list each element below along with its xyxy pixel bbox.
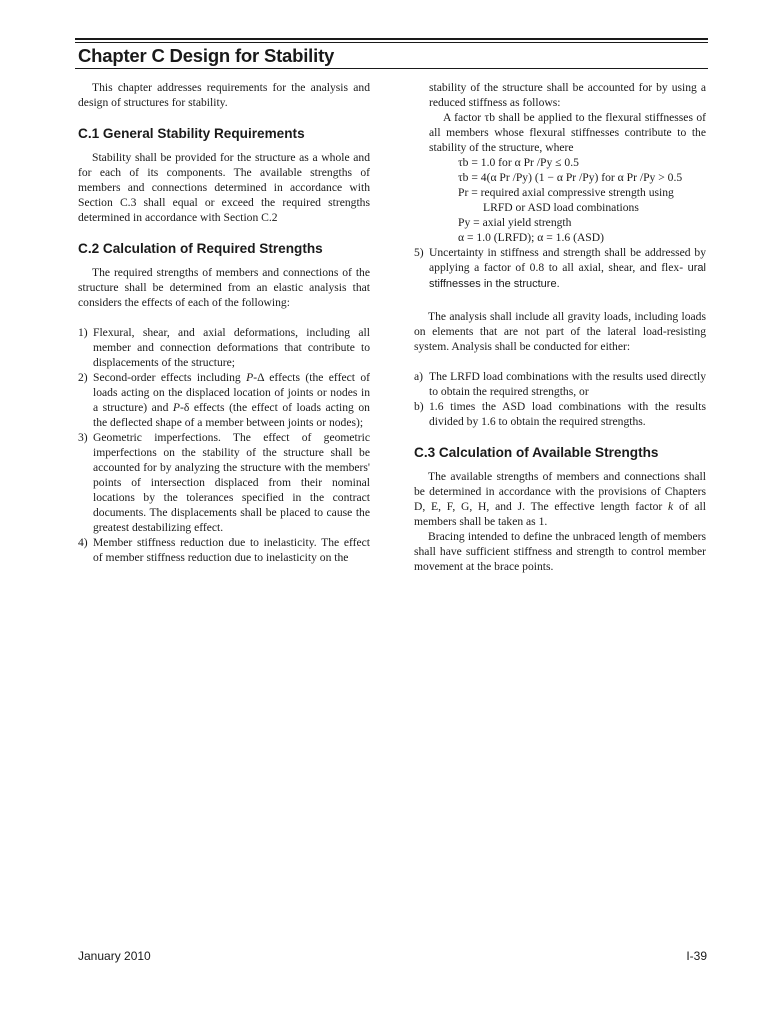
paragraph-text: of all members shall be taken as 1. (414, 500, 706, 528)
header-rule-thick (75, 38, 708, 40)
variable-p: P (246, 371, 254, 384)
list-text: Uncertainty in stiffness and strength shall be addressed by applying a factor of 0.8 to all axial, shear, and flex- (429, 246, 706, 274)
tau-paragraph: A factor τb shall be applied to the flexural stiffnesses of all members whose flexural stiffnesses contribute to the stability of the structure, where (429, 111, 706, 154)
analysis-paragraph: The analysis shall include all gravity loads, including loads on elements that are not part of the lateral load-resisting system. Analysis shall be conducted for either: (414, 310, 706, 353)
list-text: -δ effects (the effect of loads acting on the deflected shape of a member between joints or nodes); (93, 401, 370, 429)
list-item (78, 535, 370, 565)
list-text: Member stiffness reduction due to inelasticity. The effect of member stiffness reduction due to inelasticity on the (93, 536, 370, 564)
list-item (78, 370, 370, 430)
equation-tau-high: τb = 4(α Pr /Py) (1 − α Pr /Py) for α Pr /Py > 0.5 (458, 171, 683, 184)
section-c1-paragraph: Stability shall be provided for the structure as a whole and for each of its components. The available strengths of members and connections determined in accordance with Section C.3 shall equal or exceed the required strengths determined in accordance with Section C.2 (78, 151, 370, 224)
list-text: Second-order effects including (93, 371, 247, 384)
list-number: 2) (78, 371, 88, 384)
list-text: 1.6 times the ASD load combinations with the results divided by 1.6 to obtain the required strengths. (429, 400, 706, 428)
list-item (414, 369, 706, 399)
paragraph-text: The available strengths of members and connections shall be determined in accordance with the provisions of Chapters D, E, F, G, H, and J. The effective length factor (414, 470, 706, 513)
list-text: The LRFD load combinations with the results used directly to obtain the required strengths, or (429, 370, 706, 398)
list-number: 1) (78, 326, 88, 339)
bracing-paragraph: Bracing intended to define the unbraced length of members shall have sufficient stiffness and strength to control member movement at the brace points. (414, 530, 706, 573)
list-item (414, 245, 706, 292)
definition-pr-cont: LRFD or ASD load combinations (483, 201, 639, 214)
list-text: Flexural, shear, and axial deformations, including all member and connection deformations that contribute to displacements of the structure; (93, 326, 370, 369)
section-c2-paragraph: The required strengths of members and connections of the structure shall be determined from an elastic analysis that considers the effects of each of the following: (78, 266, 370, 309)
list-item (78, 325, 370, 370)
definition-pr: Pr = required axial compressive strength using (458, 186, 674, 199)
list-number: 5) (414, 246, 424, 259)
list-number: 4) (78, 536, 88, 549)
load-combination-list (414, 369, 706, 429)
list-item (414, 399, 706, 429)
list-number: 3) (78, 431, 88, 444)
header-rule-thin (75, 42, 708, 43)
section-c3-paragraph (414, 469, 706, 529)
list-letter: b) (414, 400, 424, 413)
title-underline (75, 68, 708, 69)
footer-date: January 2010 (78, 949, 151, 963)
chapter-title: Chapter C Design for Stability (78, 45, 335, 66)
section-c3-heading: C.3 Calculation of Available Strengths (414, 445, 659, 460)
page-number: I-39 (686, 949, 707, 963)
variable-p: P (172, 401, 180, 414)
list-letter: a) (414, 370, 424, 383)
right-column (414, 80, 706, 574)
section-c2-heading: C.2 Calculation of Required Strengths (78, 241, 323, 256)
left-column (78, 80, 370, 565)
list-text: -Δ effects (the effect of loads acting on the displaced location of joints or nodes in a structure) and (93, 371, 371, 414)
section-c1-heading: C.1 General Stability Requirements (78, 126, 305, 141)
definition-py: Py = axial yield strength (458, 216, 572, 229)
list-text: ural stiffnesses in the structure. (429, 262, 706, 290)
continued-paragraph: stability of the structure shall be accounted for by using a reduced stiffness as follows: (429, 81, 706, 109)
intro-paragraph: This chapter addresses requirements for the analysis and design of structures for stability. (78, 81, 370, 109)
equation-tau-low: τb = 1.0 for α Pr /Py ≤ 0.5 (458, 156, 579, 169)
definition-alpha: α = 1.0 (LRFD); α = 1.6 (ASD) (458, 231, 604, 244)
variable-k: k (668, 500, 674, 513)
list-text: Geometric imperfections. The effect of geometric imperfections on the stability of the structure shall be accounted for by analyzing the structure with the members' points of intersection displaced from their nominal locations by the tolerances specified in the contract documents. The displacements shall be placed to cause the greatest destabilizing effect. (93, 431, 370, 534)
list-item (78, 430, 370, 535)
requirements-list (78, 325, 370, 565)
